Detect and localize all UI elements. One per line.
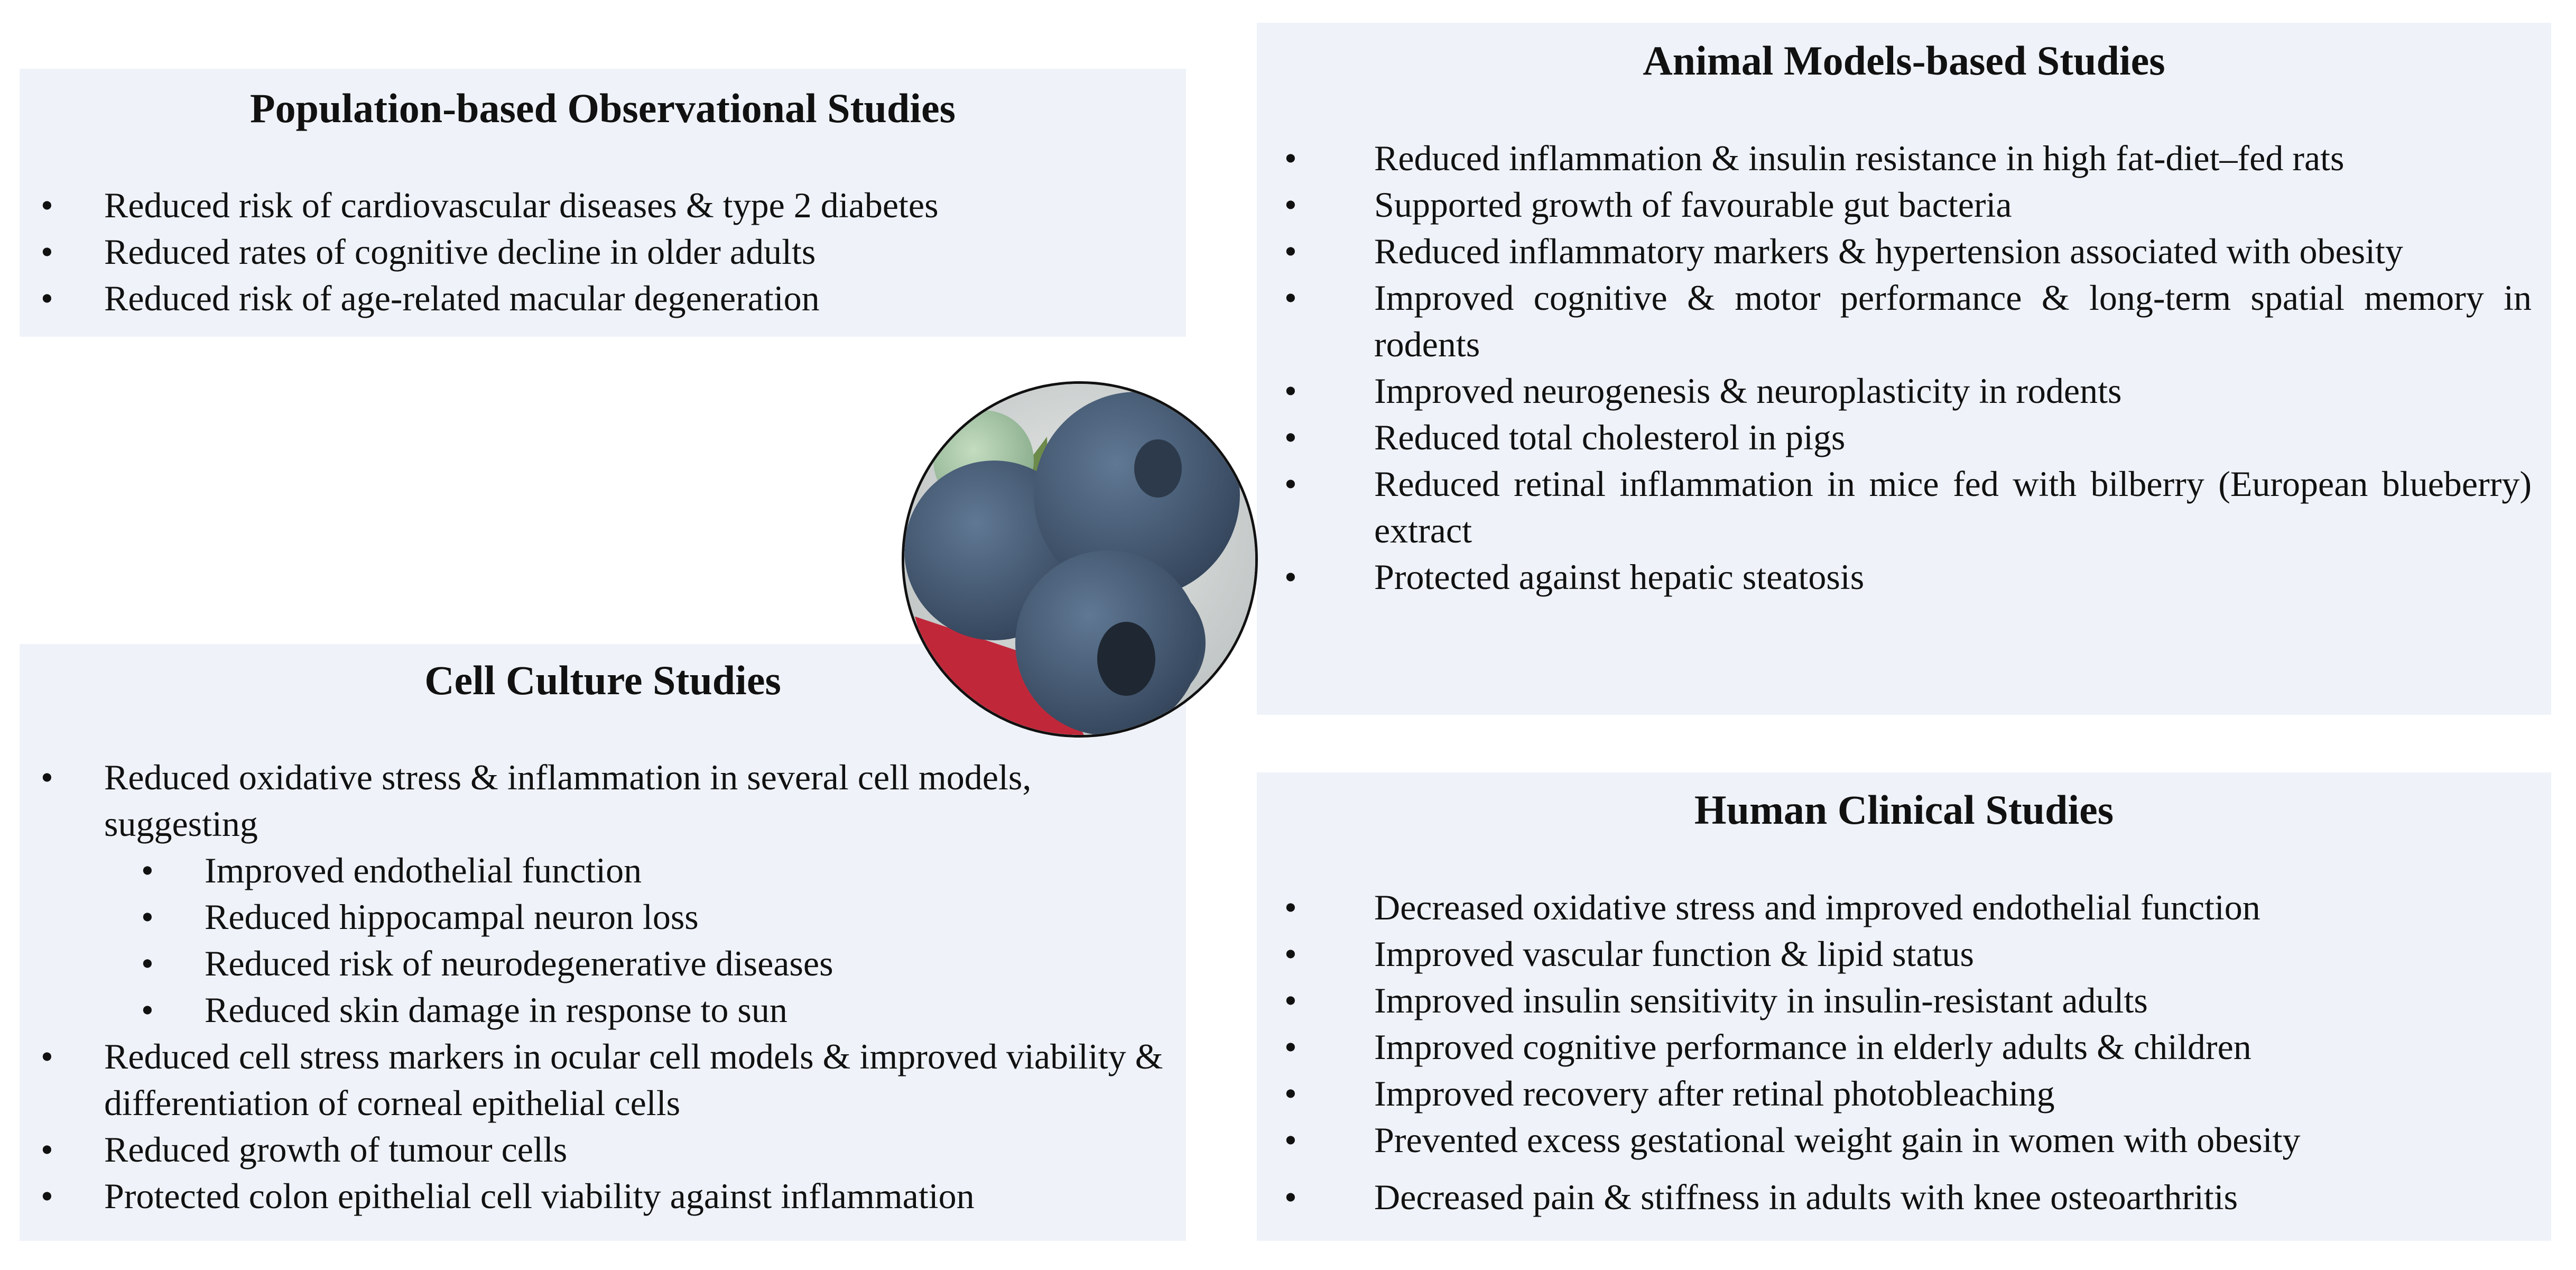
sub-list-item: • Reduced risk of neurodegenerative diseases (41, 940, 1170, 987)
animal-studies-panel (1257, 23, 2551, 715)
list-item: • Improved insulin sensitivity in insulin-resistant adults (1284, 977, 2532, 1024)
sub-list-item: • Reduced skin damage in response to sun (41, 987, 1170, 1033)
sub-list-item: • Improved endothelial function (41, 847, 1170, 894)
findings-list (41, 754, 1170, 1219)
list-item: • Protected colon epithelial cell viability against inflammation (41, 1173, 1170, 1219)
blueberry-photo (902, 381, 1258, 738)
cell-culture-panel (20, 644, 1186, 1241)
list-item: • Decreased oxidative stress and improved endothelial function (1284, 884, 2532, 931)
list-item: • Reduced total cholesterol in pigs (1284, 414, 2532, 461)
list-item: • Reduced oxidative stress & inflammation in several cell models, suggesting (41, 754, 1170, 847)
list-item: • Reduced retinal inflammation in mice fed with bilberry (European blueberry) extract (1284, 461, 2532, 554)
list-item: • Reduced inflammatory markers & hypertension associated with obesity (1284, 228, 2532, 274)
findings-list (41, 182, 1165, 321)
human-clinical-panel (1257, 772, 2551, 1241)
panel-title: Animal Models-based Studies (1643, 38, 2165, 84)
list-item: • Decreased pain & stiffness in adults with knee osteoarthritis (1284, 1174, 2532, 1220)
findings-list (1284, 884, 2532, 1220)
list-item: • Improved neurogenesis & neuroplasticity in rodents (1284, 367, 2532, 414)
sub-list-item: • Reduced hippocampal neuron loss (41, 894, 1170, 940)
list-item: • Improved vascular function & lipid status (1284, 931, 2532, 977)
list-item: • Improved cognitive performance in elderly adults & children (1284, 1024, 2532, 1070)
list-item: • Reduced growth of tumour cells (41, 1126, 1170, 1173)
list-item: • Supported growth of favourable gut bacteria (1284, 181, 2532, 228)
list-item: • Reduced risk of age-related macular degeneration (41, 275, 1165, 321)
list-item: • Reduced risk of cardiovascular diseases & type 2 diabetes (41, 182, 1165, 228)
list-item: • Prevented excess gestational weight gain in women with obesity (1284, 1117, 2532, 1163)
list-item: • Protected against hepatic steatosis (1284, 554, 2532, 600)
list-item: • Reduced rates of cognitive decline in older adults (41, 228, 1165, 275)
list-item: • Reduced cell stress markers in ocular cell models & improved viability & differentiation of corneal epithelial cells (41, 1033, 1170, 1126)
population-studies-panel (20, 69, 1186, 337)
list-item: • Improved cognitive & motor performance & long-term spatial memory in rodents (1284, 274, 2532, 367)
list-item: • Reduced inflammation & insulin resistance in high fat-diet–fed rats (1284, 135, 2532, 181)
panel-title: Human Clinical Studies (1694, 787, 2114, 833)
panel-title: Cell Culture Studies (424, 657, 781, 703)
panel-title: Population-based Observational Studies (250, 85, 956, 131)
findings-list (1284, 135, 2532, 600)
list-item: • Improved recovery after retinal photobleaching (1284, 1070, 2532, 1117)
